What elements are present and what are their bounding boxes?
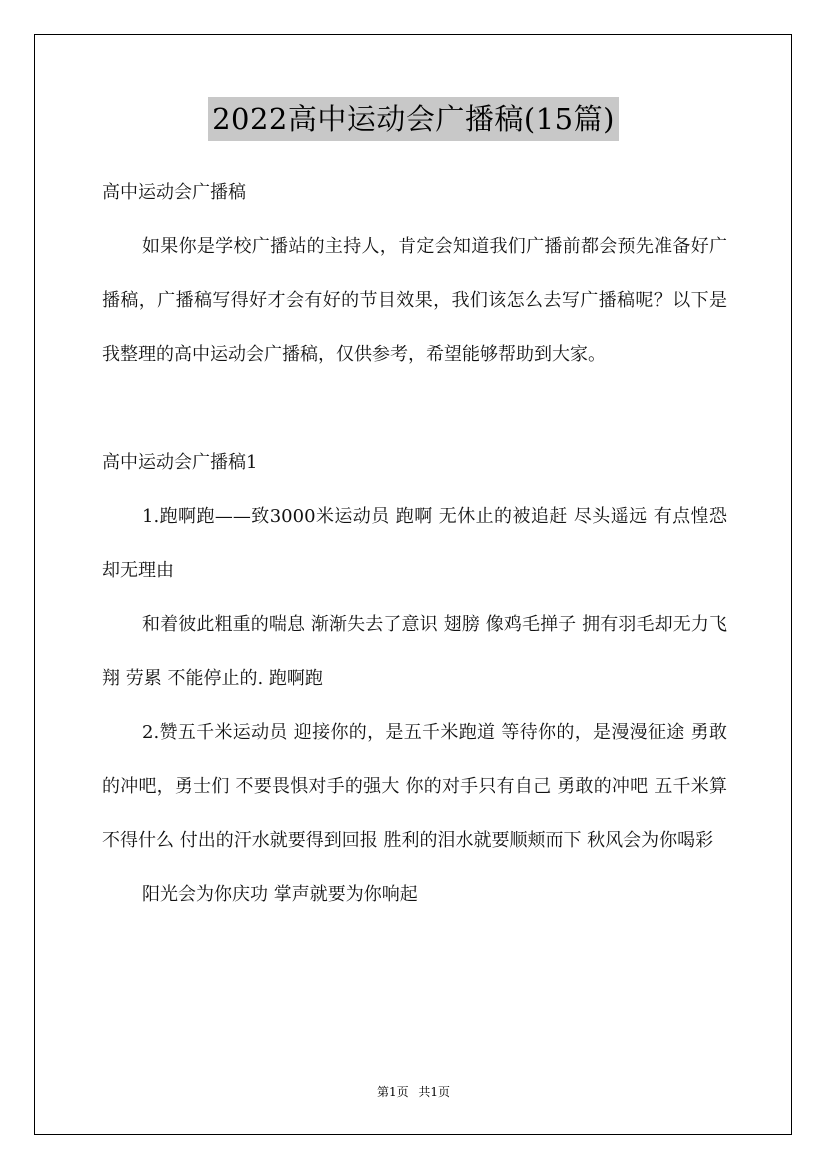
intro-paragraph: 如果你是学校广播站的主持人，肯定会知道我们广播前都会预先准备好广播稿，广播稿写得好才会有好的节目效果，我们该怎么去写广播稿呢？以下是我整理的高中运动会广播稿，仅供参考，希望能够帮助到大家。 (102, 236, 727, 365)
page-number: 第1页 (376, 1085, 409, 1099)
body-paragraph: 2.赞五千米运动员 迎接你的，是五千米跑道 等待你的，是漫漫征途 勇敢的冲吧，勇士们 不要畏惧对手的强大 你的对手只有自己 勇敢的冲吧 五千米算不得什么 付出的汗水就要得到回报 胜利的泪水就要顺颊而下 秋风会为你喝彩 (102, 722, 727, 851)
page-footer (0, 1083, 827, 1100)
body-paragraph: 和着彼此粗重的喘息 渐渐失去了意识 翅膀 像鸡毛掸子 拥有羽毛却无力飞翔 劳累 不能停止的. 跑啊跑 (102, 614, 727, 689)
body-paragraph: 阳光会为你庆功 掌声就要为你响起 (142, 884, 418, 905)
title-container (0, 97, 827, 141)
intro-heading: 高中运动会广播稿 (102, 182, 246, 203)
document-body (102, 166, 727, 922)
document-title: 2022高中运动会广播稿(15篇) (208, 97, 619, 141)
body-paragraph: 1.跑啊跑——致3000米运动员 跑啊 无休止的被追赶 尽头遥远 有点惶恐 却无理由 (102, 506, 727, 581)
section-heading: 高中运动会广播稿1 (102, 452, 258, 473)
blank-line (102, 382, 727, 436)
page-total: 共1页 (418, 1085, 451, 1099)
